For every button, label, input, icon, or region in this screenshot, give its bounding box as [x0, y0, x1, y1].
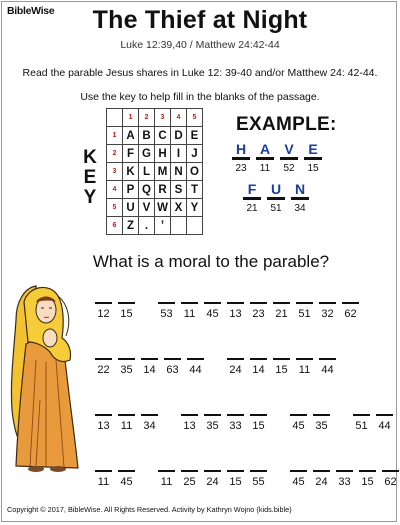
key-cell: H — [155, 145, 171, 163]
key-cell: X — [171, 199, 187, 217]
key-label — [80, 148, 100, 208]
cipher-number: 45 — [292, 419, 305, 432]
cipher-number: 11 — [298, 363, 311, 376]
letter-blank[interactable] — [155, 470, 178, 488]
example-number: 23 — [235, 163, 247, 174]
blank-line — [319, 302, 336, 304]
letter-blank[interactable] — [373, 414, 396, 432]
copyright-notice: Copyright © 2017, BibleWise. All Rights Reserved. Activity by Kathryn Wojno (kids.bible) — [7, 505, 292, 514]
example-word-fun — [240, 181, 312, 214]
blank-line — [227, 470, 244, 472]
key-cell: L — [139, 163, 155, 181]
key-corner-cell — [107, 109, 123, 127]
cipher-number: 45 — [206, 307, 219, 320]
blank-line — [359, 470, 376, 472]
word-gap — [207, 358, 224, 376]
letter-blank[interactable] — [184, 358, 207, 376]
key-row-number: 2 — [107, 145, 123, 163]
blank-line — [336, 470, 353, 472]
key-label-letter: E — [83, 167, 97, 188]
key-cell: J — [187, 145, 203, 163]
blank-line — [304, 157, 322, 160]
letter-blank[interactable] — [92, 470, 115, 488]
cipher-number: 32 — [321, 307, 334, 320]
cipher-number: 13 — [229, 307, 242, 320]
cipher-number: 25 — [183, 475, 196, 488]
key-column-number: 5 — [187, 109, 203, 127]
letter-blank[interactable] — [247, 358, 270, 376]
cipher-number: 35 — [315, 419, 328, 432]
blank-line — [95, 358, 112, 360]
key-cell: R — [155, 181, 171, 199]
example-number: 11 — [259, 163, 271, 174]
blank-line — [296, 302, 313, 304]
cipher-number: 14 — [252, 363, 265, 376]
example-title: EXAMPLE: — [236, 114, 337, 135]
letter-blank[interactable] — [316, 302, 339, 320]
example-number: 52 — [283, 163, 295, 174]
blank-line — [376, 414, 393, 416]
cipher-number: 24 — [229, 363, 242, 376]
example-letter-blank — [277, 141, 301, 174]
letter-blank[interactable] — [115, 470, 138, 488]
key-cell: A — [123, 127, 139, 145]
blank-line — [118, 358, 135, 360]
letter-blank[interactable] — [92, 414, 115, 432]
blank-line — [353, 414, 370, 416]
blank-line — [267, 197, 285, 200]
cipher-number: 44 — [378, 419, 391, 432]
blank-line — [256, 157, 274, 160]
word-gap — [138, 302, 155, 320]
blank-line — [291, 197, 309, 200]
example-number: 15 — [307, 163, 319, 174]
letter-blank[interactable] — [201, 470, 224, 488]
example-letter: V — [284, 141, 294, 157]
letter-blank[interactable] — [138, 358, 161, 376]
key-row-number: 6 — [107, 217, 123, 235]
letter-blank[interactable] — [316, 358, 339, 376]
example-letter: H — [235, 141, 247, 157]
moral-question: What is a moral to the parable? — [92, 252, 330, 271]
cipher-number: 44 — [189, 363, 202, 376]
cipher-number: 11 — [160, 475, 173, 488]
example-number: 21 — [246, 203, 258, 214]
answer-row — [92, 470, 400, 488]
blank-line — [342, 302, 359, 304]
blank-line — [382, 470, 399, 472]
instruction-read: Read the parable Jesus shares in Luke 12: 39-40 and/or Matthew 24: 42-44. — [22, 67, 378, 79]
example-letter: F — [247, 181, 257, 197]
letter-blank[interactable] — [161, 358, 184, 376]
key-cell: U — [123, 199, 139, 217]
key-cell: S — [171, 181, 187, 199]
cipher-number: 35 — [206, 419, 219, 432]
cipher-number: 45 — [292, 475, 305, 488]
example-letter-blank — [240, 181, 264, 214]
cipher-number: 15 — [275, 363, 288, 376]
cipher-number: 62 — [344, 307, 357, 320]
key-cell — [187, 217, 203, 235]
cipher-number: 51 — [355, 419, 368, 432]
blank-line — [141, 414, 158, 416]
key-cell: . — [139, 217, 155, 235]
blank-line — [313, 470, 330, 472]
blank-line — [227, 358, 244, 360]
blank-line — [319, 358, 336, 360]
cipher-number: 33 — [338, 475, 351, 488]
example-letter-blank — [253, 141, 277, 174]
letter-blank[interactable] — [333, 470, 356, 488]
letter-blank[interactable] — [138, 414, 161, 432]
cipher-number: 35 — [120, 363, 133, 376]
blank-line — [204, 470, 221, 472]
letter-blank[interactable] — [270, 302, 293, 320]
woman-illustration — [6, 280, 90, 476]
blank-line — [250, 358, 267, 360]
letter-blank[interactable] — [293, 302, 316, 320]
blank-line — [95, 414, 112, 416]
cipher-number: 13 — [97, 419, 110, 432]
blank-line — [118, 302, 135, 304]
example-letter: E — [308, 141, 318, 157]
word-gap — [270, 470, 287, 488]
cipher-number: 15 — [252, 419, 265, 432]
blank-line — [250, 470, 267, 472]
blank-line — [118, 470, 135, 472]
cipher-number: 23 — [252, 307, 265, 320]
blank-line — [250, 302, 267, 304]
example-letter-blank — [288, 181, 312, 214]
answer-row — [92, 358, 339, 376]
letter-blank[interactable] — [339, 302, 362, 320]
letter-blank[interactable] — [287, 414, 310, 432]
cipher-number: 24 — [315, 475, 328, 488]
letter-blank[interactable] — [224, 302, 247, 320]
blank-line — [273, 358, 290, 360]
letter-blank[interactable] — [178, 470, 201, 488]
blank-line — [118, 414, 135, 416]
cipher-number: 15 — [361, 475, 374, 488]
blank-line — [227, 302, 244, 304]
instruction-key: Use the key to help fill in the blanks of the passage. — [80, 91, 320, 103]
word-gap — [138, 470, 155, 488]
key-cell: C — [155, 127, 171, 145]
key-cell: G — [139, 145, 155, 163]
key-cell: M — [155, 163, 171, 181]
key-cell: T — [187, 181, 203, 199]
letter-blank[interactable] — [92, 358, 115, 376]
scripture-reference: Luke 12:39,40 / Matthew 24:42-44 — [120, 39, 280, 51]
cipher-number: 21 — [275, 307, 288, 320]
blank-line — [290, 414, 307, 416]
cipher-number: 45 — [120, 475, 133, 488]
key-cell: P — [123, 181, 139, 199]
blank-line — [250, 414, 267, 416]
letter-blank[interactable] — [270, 358, 293, 376]
key-row-number: 4 — [107, 181, 123, 199]
cipher-number: 13 — [183, 419, 196, 432]
letter-blank[interactable] — [379, 470, 400, 488]
cipher-number: 55 — [252, 475, 265, 488]
cipher-number: 11 — [97, 475, 110, 488]
cipher-key-table — [106, 108, 203, 235]
blank-line — [280, 157, 298, 160]
cipher-number: 12 — [97, 307, 110, 320]
word-gap — [161, 414, 178, 432]
key-column-number: 4 — [171, 109, 187, 127]
blank-line — [158, 470, 175, 472]
cipher-number: 63 — [166, 363, 179, 376]
example-letter: N — [294, 181, 306, 197]
key-column-number: 2 — [139, 109, 155, 127]
letter-blank[interactable] — [115, 302, 138, 320]
word-gap — [333, 414, 350, 432]
blank-line — [95, 302, 112, 304]
blank-line — [204, 414, 221, 416]
letter-blank[interactable] — [115, 414, 138, 432]
cipher-number: 62 — [384, 475, 397, 488]
cipher-number: 15 — [120, 307, 133, 320]
blank-line — [273, 302, 290, 304]
key-label-letter: K — [83, 147, 97, 168]
blank-line — [227, 414, 244, 416]
letter-blank[interactable] — [356, 470, 379, 488]
page-title: The Thief at Night — [92, 6, 308, 34]
cipher-number: 51 — [298, 307, 311, 320]
key-cell: I — [171, 145, 187, 163]
blank-line — [181, 302, 198, 304]
letter-blank[interactable] — [92, 302, 115, 320]
cipher-number: 33 — [229, 419, 242, 432]
letter-blank[interactable] — [310, 414, 333, 432]
letter-blank[interactable] — [201, 414, 224, 432]
key-cell: D — [171, 127, 187, 145]
blank-line — [290, 470, 307, 472]
example-letter-blank — [229, 141, 253, 174]
cipher-number: 15 — [229, 475, 242, 488]
letter-blank[interactable] — [224, 470, 247, 488]
blank-line — [204, 302, 221, 304]
blank-line — [243, 197, 261, 200]
blank-line — [187, 358, 204, 360]
example-word-have — [229, 141, 325, 174]
letter-blank[interactable] — [247, 470, 270, 488]
key-cell: E — [187, 127, 203, 145]
letter-blank[interactable] — [293, 358, 316, 376]
cipher-number: 34 — [143, 419, 156, 432]
letter-blank[interactable] — [310, 470, 333, 488]
letter-blank[interactable] — [178, 302, 201, 320]
cipher-number: 11 — [120, 419, 133, 432]
cipher-number: 11 — [183, 307, 196, 320]
example-letter: U — [270, 181, 282, 197]
example-number: 34 — [294, 203, 306, 214]
blank-line — [141, 358, 158, 360]
key-cell: F — [123, 145, 139, 163]
blank-line — [313, 414, 330, 416]
blank-line — [164, 358, 181, 360]
key-label-letter: Y — [83, 187, 97, 208]
key-cell: ’ — [155, 217, 171, 235]
key-cell: O — [187, 163, 203, 181]
key-column-number: 3 — [155, 109, 171, 127]
answer-row — [92, 302, 362, 320]
key-cell: K — [123, 163, 139, 181]
blank-line — [158, 302, 175, 304]
example-number: 51 — [270, 203, 282, 214]
key-cell: Y — [187, 199, 203, 217]
letter-blank[interactable] — [224, 358, 247, 376]
key-row-number: 1 — [107, 127, 123, 145]
letter-blank[interactable] — [155, 302, 178, 320]
example-letter-blank — [264, 181, 288, 214]
cipher-number: 53 — [160, 307, 173, 320]
brand-logo: BibleWise — [7, 5, 55, 17]
blank-line — [95, 470, 112, 472]
cipher-number: 22 — [97, 363, 110, 376]
key-row-number: 3 — [107, 163, 123, 181]
key-cell: Z — [123, 217, 139, 235]
key-cell: B — [139, 127, 155, 145]
blank-line — [181, 470, 198, 472]
letter-blank[interactable] — [247, 302, 270, 320]
blank-line — [181, 414, 198, 416]
key-cell — [171, 217, 187, 235]
letter-blank[interactable] — [350, 414, 373, 432]
blank-line — [232, 157, 250, 160]
letter-blank[interactable] — [115, 358, 138, 376]
cipher-number: 14 — [143, 363, 156, 376]
example-letter: A — [259, 141, 271, 157]
cipher-number: 44 — [321, 363, 334, 376]
key-cell: Q — [139, 181, 155, 199]
answer-row — [92, 414, 396, 432]
key-row-number: 5 — [107, 199, 123, 217]
blank-line — [296, 358, 313, 360]
cipher-number: 24 — [206, 475, 219, 488]
letter-blank[interactable] — [201, 302, 224, 320]
key-cell: W — [155, 199, 171, 217]
letter-blank[interactable] — [247, 414, 270, 432]
word-gap — [270, 414, 287, 432]
letter-blank[interactable] — [178, 414, 201, 432]
letter-blank[interactable] — [287, 470, 310, 488]
letter-blank[interactable] — [224, 414, 247, 432]
key-cell: V — [139, 199, 155, 217]
example-letter-blank — [301, 141, 325, 174]
key-column-number: 1 — [123, 109, 139, 127]
key-cell: N — [171, 163, 187, 181]
